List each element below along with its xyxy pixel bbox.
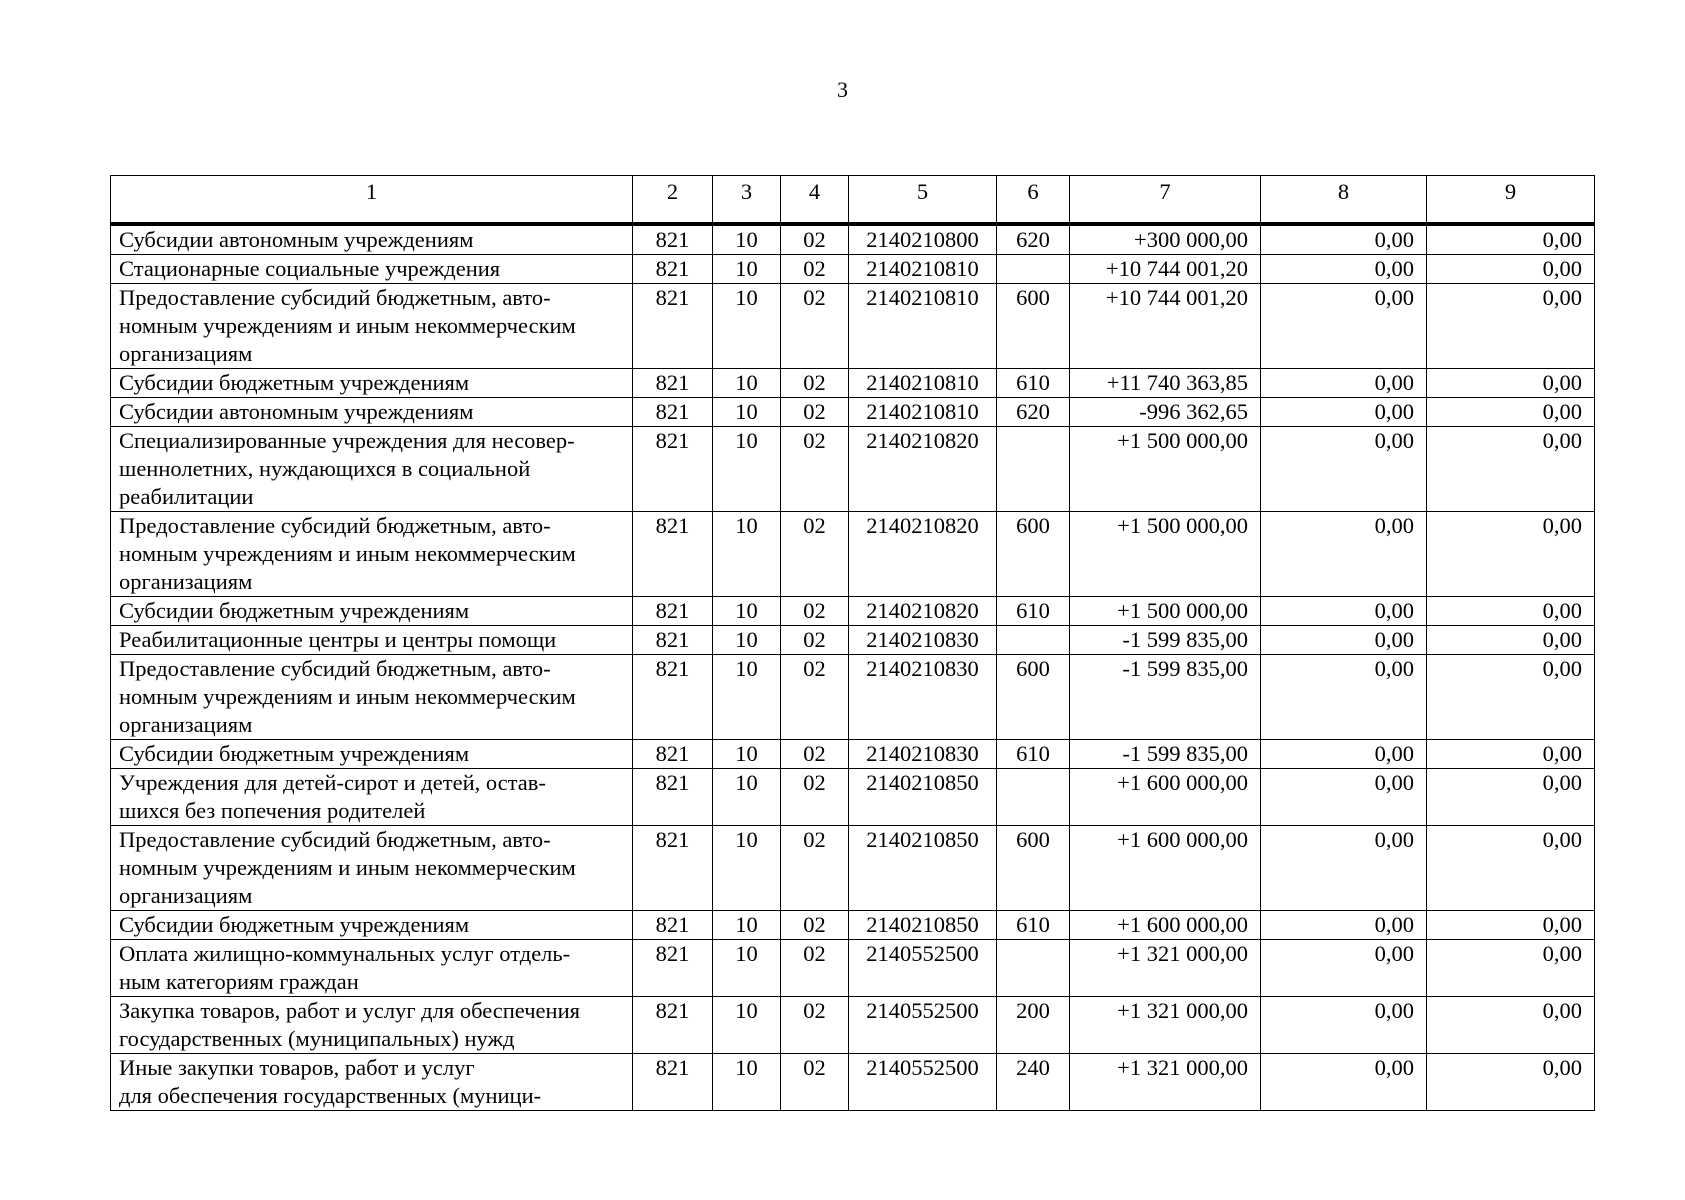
cell-subsection: 02 bbox=[781, 740, 849, 769]
cell-section: 10 bbox=[713, 512, 781, 597]
cell-name: Оплата жилищно-коммунальных услуг отдель- ным категориям граждан bbox=[111, 940, 633, 997]
cell-name: Субсидии бюджетным учреждениям bbox=[111, 369, 633, 398]
cell-name: Субсидии бюджетным учреждениям bbox=[111, 740, 633, 769]
cell-code-821: 821 bbox=[633, 911, 713, 940]
page-number: 3 bbox=[837, 77, 848, 102]
cell-amount-year-3: 0,00 bbox=[1427, 655, 1595, 740]
cell-subsection: 02 bbox=[781, 655, 849, 740]
table-row bbox=[111, 224, 1595, 255]
table-body bbox=[111, 224, 1595, 1111]
cell-amount-change: +1 500 000,00 bbox=[1070, 512, 1261, 597]
cell-amount-year-2: 0,00 bbox=[1261, 769, 1427, 826]
cell-amount-year-2: 0,00 bbox=[1261, 1054, 1427, 1111]
cell-name: Стационарные социальные учреждения bbox=[111, 255, 633, 284]
cell-amount-year-3: 0,00 bbox=[1427, 911, 1595, 940]
cell-section: 10 bbox=[713, 398, 781, 427]
table-row bbox=[111, 740, 1595, 769]
cell-amount-year-2: 0,00 bbox=[1261, 427, 1427, 512]
cell-target-article: 2140210820 bbox=[849, 597, 997, 626]
cell-code-821: 821 bbox=[633, 655, 713, 740]
column-header-1: 1 bbox=[111, 176, 633, 225]
cell-expense-type: 200 bbox=[997, 997, 1070, 1054]
cell-section: 10 bbox=[713, 911, 781, 940]
cell-subsection: 02 bbox=[781, 997, 849, 1054]
cell-subsection: 02 bbox=[781, 597, 849, 626]
column-header-8: 8 bbox=[1261, 176, 1427, 225]
cell-target-article: 2140210820 bbox=[849, 512, 997, 597]
cell-subsection: 02 bbox=[781, 940, 849, 997]
cell-name: Реабилитационные центры и центры помощи bbox=[111, 626, 633, 655]
budget-table bbox=[110, 175, 1595, 1111]
header-row bbox=[111, 176, 1595, 225]
cell-target-article: 2140552500 bbox=[849, 997, 997, 1054]
cell-section: 10 bbox=[713, 997, 781, 1054]
cell-section: 10 bbox=[713, 626, 781, 655]
cell-amount-year-2: 0,00 bbox=[1261, 512, 1427, 597]
cell-amount-year-3: 0,00 bbox=[1427, 940, 1595, 997]
cell-amount-change: +10 744 001,20 bbox=[1070, 284, 1261, 369]
cell-name: Специализированные учреждения для несовер- шеннолетних, нуждающихся в социальной реабилитации bbox=[111, 427, 633, 512]
cell-name: Иные закупки товаров, работ и услуг для обеспечения государственных (муници- bbox=[111, 1054, 633, 1111]
cell-expense-type: 610 bbox=[997, 911, 1070, 940]
table-row bbox=[111, 255, 1595, 284]
cell-subsection: 02 bbox=[781, 769, 849, 826]
cell-amount-year-2: 0,00 bbox=[1261, 997, 1427, 1054]
cell-amount-year-2: 0,00 bbox=[1261, 740, 1427, 769]
cell-code-821: 821 bbox=[633, 997, 713, 1054]
cell-expense-type: 600 bbox=[997, 826, 1070, 911]
cell-amount-change: +1 321 000,00 bbox=[1070, 997, 1261, 1054]
column-header-2: 2 bbox=[633, 176, 713, 225]
cell-subsection: 02 bbox=[781, 826, 849, 911]
cell-amount-year-2: 0,00 bbox=[1261, 369, 1427, 398]
cell-section: 10 bbox=[713, 427, 781, 512]
cell-amount-change: +1 321 000,00 bbox=[1070, 940, 1261, 997]
cell-subsection: 02 bbox=[781, 512, 849, 597]
table-row bbox=[111, 284, 1595, 369]
column-header-3: 3 bbox=[713, 176, 781, 225]
cell-expense-type: 610 bbox=[997, 597, 1070, 626]
cell-name: Предоставление субсидий бюджетным, авто- номным учреждениям и иным некоммерческим организациям bbox=[111, 826, 633, 911]
cell-amount-year-3: 0,00 bbox=[1427, 1054, 1595, 1111]
cell-amount-year-3: 0,00 bbox=[1427, 284, 1595, 369]
cell-code-821: 821 bbox=[633, 284, 713, 369]
cell-code-821: 821 bbox=[633, 740, 713, 769]
cell-amount-year-2: 0,00 bbox=[1261, 911, 1427, 940]
cell-target-article: 2140210830 bbox=[849, 655, 997, 740]
cell-amount-year-2: 0,00 bbox=[1261, 597, 1427, 626]
cell-amount-year-3: 0,00 bbox=[1427, 997, 1595, 1054]
cell-expense-type bbox=[997, 626, 1070, 655]
column-header-6: 6 bbox=[997, 176, 1070, 225]
column-header-7: 7 bbox=[1070, 176, 1261, 225]
cell-code-821: 821 bbox=[633, 427, 713, 512]
column-header-4: 4 bbox=[781, 176, 849, 225]
cell-subsection: 02 bbox=[781, 284, 849, 369]
cell-section: 10 bbox=[713, 940, 781, 997]
cell-amount-change: -1 599 835,00 bbox=[1070, 626, 1261, 655]
cell-target-article: 2140210820 bbox=[849, 427, 997, 512]
table-row bbox=[111, 997, 1595, 1054]
cell-amount-year-2: 0,00 bbox=[1261, 826, 1427, 911]
cell-amount-year-3: 0,00 bbox=[1427, 255, 1595, 284]
cell-target-article: 2140210850 bbox=[849, 769, 997, 826]
column-header-5: 5 bbox=[849, 176, 997, 225]
table-row bbox=[111, 940, 1595, 997]
cell-amount-year-3: 0,00 bbox=[1427, 769, 1595, 826]
table-row bbox=[111, 597, 1595, 626]
cell-amount-year-3: 0,00 bbox=[1427, 427, 1595, 512]
cell-section: 10 bbox=[713, 1054, 781, 1111]
cell-expense-type bbox=[997, 427, 1070, 512]
table-header bbox=[111, 176, 1595, 225]
cell-section: 10 bbox=[713, 369, 781, 398]
cell-amount-year-3: 0,00 bbox=[1427, 626, 1595, 655]
cell-target-article: 2140210810 bbox=[849, 284, 997, 369]
cell-section: 10 bbox=[713, 284, 781, 369]
cell-expense-type: 600 bbox=[997, 655, 1070, 740]
cell-code-821: 821 bbox=[633, 626, 713, 655]
cell-code-821: 821 bbox=[633, 826, 713, 911]
cell-name: Субсидии автономным учреждениям bbox=[111, 398, 633, 427]
cell-expense-type: 600 bbox=[997, 512, 1070, 597]
cell-amount-change: +10 744 001,20 bbox=[1070, 255, 1261, 284]
table-row bbox=[111, 626, 1595, 655]
cell-code-821: 821 bbox=[633, 1054, 713, 1111]
cell-section: 10 bbox=[713, 224, 781, 255]
cell-name: Предоставление субсидий бюджетным, авто- номным учреждениям и иным некоммерческим организациям bbox=[111, 655, 633, 740]
cell-code-821: 821 bbox=[633, 369, 713, 398]
cell-target-article: 2140210810 bbox=[849, 369, 997, 398]
cell-section: 10 bbox=[713, 769, 781, 826]
cell-amount-year-3: 0,00 bbox=[1427, 398, 1595, 427]
cell-amount-change: +1 321 000,00 bbox=[1070, 1054, 1261, 1111]
cell-expense-type: 600 bbox=[997, 284, 1070, 369]
cell-name: Предоставление субсидий бюджетным, авто- номным учреждениям и иным некоммерческим организациям bbox=[111, 284, 633, 369]
cell-code-821: 821 bbox=[633, 940, 713, 997]
table-row bbox=[111, 1054, 1595, 1111]
cell-expense-type bbox=[997, 769, 1070, 826]
cell-name: Субсидии автономным учреждениям bbox=[111, 224, 633, 255]
cell-subsection: 02 bbox=[781, 626, 849, 655]
cell-amount-year-3: 0,00 bbox=[1427, 826, 1595, 911]
cell-expense-type: 620 bbox=[997, 224, 1070, 255]
cell-amount-year-2: 0,00 bbox=[1261, 940, 1427, 997]
table-row bbox=[111, 826, 1595, 911]
cell-section: 10 bbox=[713, 655, 781, 740]
cell-code-821: 821 bbox=[633, 597, 713, 626]
cell-name: Закупка товаров, работ и услуг для обеспечения государственных (муниципальных) нужд bbox=[111, 997, 633, 1054]
cell-expense-type: 610 bbox=[997, 369, 1070, 398]
cell-amount-change: +1 500 000,00 bbox=[1070, 427, 1261, 512]
table-row bbox=[111, 655, 1595, 740]
cell-amount-year-2: 0,00 bbox=[1261, 655, 1427, 740]
cell-code-821: 821 bbox=[633, 512, 713, 597]
cell-amount-change: +300 000,00 bbox=[1070, 224, 1261, 255]
cell-target-article: 2140210850 bbox=[849, 911, 997, 940]
cell-amount-year-3: 0,00 bbox=[1427, 224, 1595, 255]
cell-subsection: 02 bbox=[781, 255, 849, 284]
cell-amount-year-3: 0,00 bbox=[1427, 597, 1595, 626]
cell-amount-year-2: 0,00 bbox=[1261, 284, 1427, 369]
cell-subsection: 02 bbox=[781, 1054, 849, 1111]
cell-target-article: 2140210830 bbox=[849, 740, 997, 769]
cell-subsection: 02 bbox=[781, 398, 849, 427]
cell-code-821: 821 bbox=[633, 398, 713, 427]
cell-section: 10 bbox=[713, 597, 781, 626]
cell-expense-type: 240 bbox=[997, 1054, 1070, 1111]
cell-code-821: 821 bbox=[633, 255, 713, 284]
cell-subsection: 02 bbox=[781, 911, 849, 940]
cell-target-article: 2140210810 bbox=[849, 255, 997, 284]
cell-amount-year-2: 0,00 bbox=[1261, 626, 1427, 655]
cell-target-article: 2140210830 bbox=[849, 626, 997, 655]
table-row bbox=[111, 369, 1595, 398]
cell-amount-year-3: 0,00 bbox=[1427, 369, 1595, 398]
cell-expense-type: 620 bbox=[997, 398, 1070, 427]
cell-name: Учреждения для детей-сирот и детей, остав- шихся без попечения родителей bbox=[111, 769, 633, 826]
cell-target-article: 2140552500 bbox=[849, 940, 997, 997]
cell-amount-year-3: 0,00 bbox=[1427, 740, 1595, 769]
cell-subsection: 02 bbox=[781, 224, 849, 255]
table-row bbox=[111, 769, 1595, 826]
cell-amount-change: +1 600 000,00 bbox=[1070, 769, 1261, 826]
cell-expense-type: 610 bbox=[997, 740, 1070, 769]
cell-name: Предоставление субсидий бюджетным, авто- номным учреждениям и иным некоммерческим организациям bbox=[111, 512, 633, 597]
cell-amount-year-2: 0,00 bbox=[1261, 224, 1427, 255]
cell-target-article: 2140210850 bbox=[849, 826, 997, 911]
table-row bbox=[111, 512, 1595, 597]
cell-target-article: 2140210800 bbox=[849, 224, 997, 255]
table-row bbox=[111, 398, 1595, 427]
cell-section: 10 bbox=[713, 740, 781, 769]
cell-amount-change: -1 599 835,00 bbox=[1070, 655, 1261, 740]
cell-target-article: 2140210810 bbox=[849, 398, 997, 427]
cell-subsection: 02 bbox=[781, 369, 849, 398]
cell-amount-change: +1 600 000,00 bbox=[1070, 911, 1261, 940]
cell-code-821: 821 bbox=[633, 224, 713, 255]
cell-amount-year-3: 0,00 bbox=[1427, 512, 1595, 597]
cell-section: 10 bbox=[713, 255, 781, 284]
cell-amount-change: -996 362,65 bbox=[1070, 398, 1261, 427]
column-header-9: 9 bbox=[1427, 176, 1595, 225]
cell-amount-year-2: 0,00 bbox=[1261, 255, 1427, 284]
table-row bbox=[111, 911, 1595, 940]
table-row bbox=[111, 427, 1595, 512]
cell-amount-change: -1 599 835,00 bbox=[1070, 740, 1261, 769]
cell-amount-change: +1 500 000,00 bbox=[1070, 597, 1261, 626]
cell-amount-change: +1 600 000,00 bbox=[1070, 826, 1261, 911]
cell-code-821: 821 bbox=[633, 769, 713, 826]
cell-amount-change: +11 740 363,85 bbox=[1070, 369, 1261, 398]
cell-section: 10 bbox=[713, 826, 781, 911]
cell-subsection: 02 bbox=[781, 427, 849, 512]
cell-target-article: 2140552500 bbox=[849, 1054, 997, 1111]
cell-amount-year-2: 0,00 bbox=[1261, 398, 1427, 427]
cell-expense-type bbox=[997, 255, 1070, 284]
cell-expense-type bbox=[997, 940, 1070, 997]
cell-name: Субсидии бюджетным учреждениям bbox=[111, 597, 633, 626]
cell-name: Субсидии бюджетным учреждениям bbox=[111, 911, 633, 940]
